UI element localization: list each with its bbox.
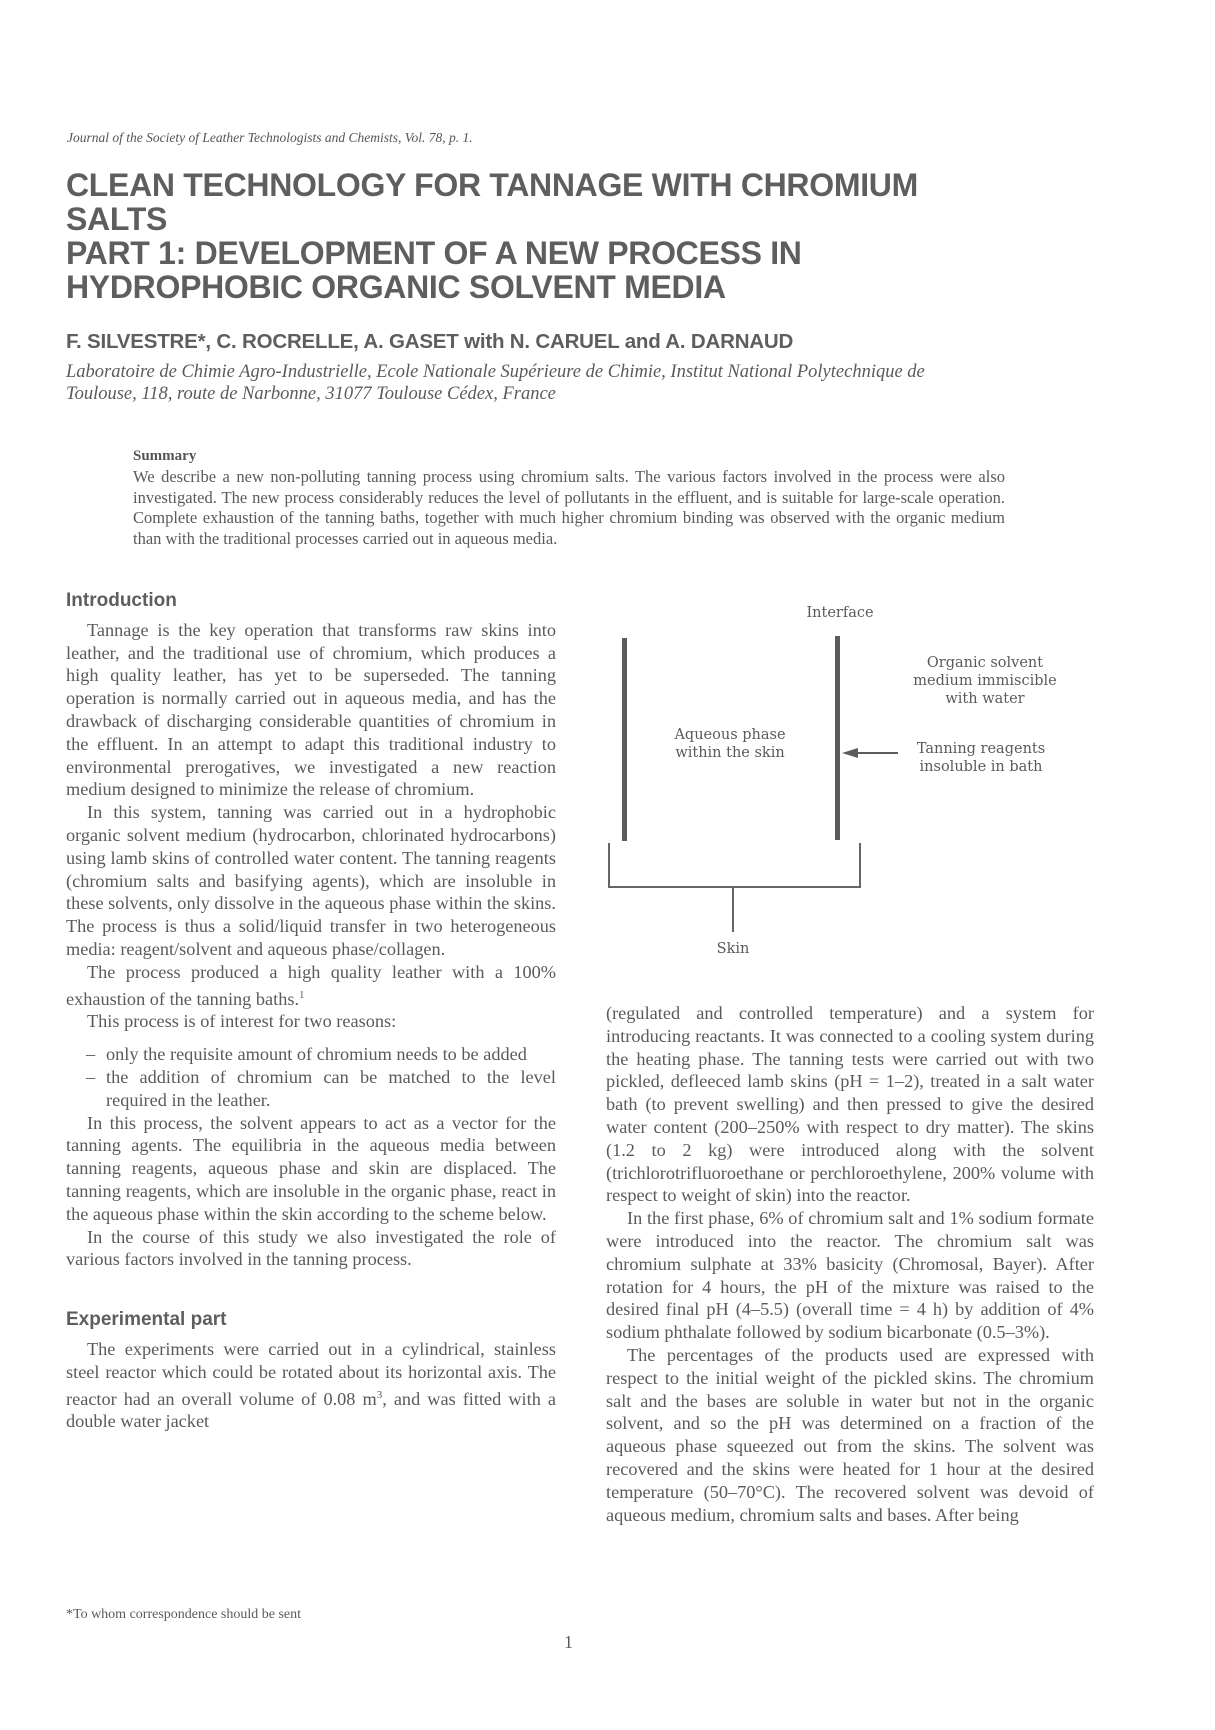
label-line: within the skin <box>675 745 785 761</box>
paragraph: In this system, tanning was carried out in a hydrophobic organic solvent medium (hydrocarbon, chlorinated hydrocarbons) using lamb skins of controlled water content. The tanning reagents (chromium salts and basifying agents), which are insoluble in these solvents, only dissolve in the aqueous phase within the skins. The process is thus a solid/liquid transfer in two heterogeneous media: reagent/solvent and aqueous phase/collagen. <box>66 802 556 959</box>
paragraph <box>66 1338 556 1433</box>
superscript: 3 <box>376 1388 383 1401</box>
right-column <box>606 1002 1094 1526</box>
summary-heading: Summary <box>133 448 197 464</box>
skin-label: Skin <box>716 941 750 957</box>
affiliation <box>66 361 1056 405</box>
footnote-ref: 1 <box>299 988 305 1001</box>
introduction-heading: Introduction <box>66 590 177 611</box>
interface-label: Interface <box>806 605 874 621</box>
paragraph: In this process, the solvent appears to act as a vector for the tanning agents. The equilibria in the aqueous media between tanning reagents, aqueous phase and skin are displaced. The tanning reagents, which are insoluble in the organic phase, react in the aqueous phase within the skin according to the scheme below. <box>66 1112 556 1224</box>
paragraph: This process is of interest for two reasons: <box>87 1011 397 1032</box>
organic-solvent-label <box>890 654 1080 708</box>
summary-text: We describe a new non-polluting tanning process using chromium salts. The various factors involved in the process were also investigated. The new process considerably reduces the level of pollutants in the effluent, and is suitable for large-scale operation. Complete exhaustion of the tanning baths, together with much higher chromium binding was observed with the organic medium than with the traditional processes carried out in aqueous media. <box>133 467 1005 549</box>
aqueous-phase-label <box>640 726 820 762</box>
paragraph: The percentages of the products used are expressed with respect to the initial weight of the pickled skins. The chromium salt and the bases are soluble in water but not in the organic solvent, and so the pH was determined on a fraction of the aqueous phase squeezed out from the skins. The solvent was recovered and the skins were heated for 1 hour at the desired temperature (50–70°C). The recovered solvent was devoid of aqueous medium, chromium salts and bases. After being <box>606 1344 1094 1525</box>
affiliation-line: Laboratoire de Chimie Agro-Industrielle, Ecole Nationale Supérieure de Chimie, Institut National Polytechnique de <box>66 362 925 382</box>
paragraph: (regulated and controlled temperature) and a system for introducing reactants. It was connected to a cooling system during the heating phase. The tanning tests were carried out with two pickled, defleeced lamb skins (pH = 1–2), treated in a salt water bath (to prevent swelling) and then pressed to give the desired water content (200–250% with respect to dry matter). The skins (1.2 to 2 kg) were introduced along with the solvent (trichlorotrifluoroethane or perchloroethylene, 200% volume with respect to weight of skin) into the reactor. <box>606 1003 1094 1206</box>
bracket-right <box>859 843 861 888</box>
paragraph: Tannage is the key operation that transforms raw skins into leather, and the traditional use of chromium, which produces a high quality leather, has yet to be superseded. The tanning operation is normally carried out in aqueous media, and has the drawback of discharging considerable quantities of chromium in the effluent. In an attempt to adapt this traditional industry to environmental prerogatives, we investigated a new reaction medium designed to minimize the release of chromium. <box>66 619 556 800</box>
tanning-reagents-label <box>896 740 1066 776</box>
paragraph: In the course of this study we also investigated the role of various factors involved in the tanning process. <box>66 1226 556 1270</box>
bracket-left <box>608 843 610 888</box>
phase-diagram <box>560 590 1120 970</box>
list-item: – the addition of chromium can be matched to the level required in the leather. <box>86 1066 556 1112</box>
label-line: medium immiscible <box>913 673 1057 689</box>
authors: F. SILVESTRE*, C. ROCRELLE, A. GASET with N. CARUEL and A. DARNAUD <box>66 330 794 353</box>
interface-boundary <box>835 636 840 840</box>
reasons-list <box>66 1043 556 1111</box>
paragraph: In the first phase, 6% of chromium salt and 1% sodium formate were introduced into the reactor. The chromium salt was chromium sulphate at 33% basicity (Chromosal, Bayer). After rotation for 4 hours, the pH of the mixture was raised to the desired final pH (4–5.5) (overall time = 4 h) by addition of 4% sodium phthalate followed by sodium bicarbonate (0.5–3%). <box>606 1208 1094 1343</box>
paragraph-text: The experiments were carried out in a cylindrical, stainless steel reactor which could be rotated about its horizontal axis. The reactor had an overall volume of 0.08 m <box>66 1339 556 1409</box>
skin-left-boundary <box>622 638 627 841</box>
left-column <box>66 590 556 1433</box>
title-line: CLEAN TECHNOLOGY FOR TANNAGE WITH CHROMIUM <box>66 167 918 203</box>
label-line: insoluble in bath <box>919 759 1043 775</box>
list-item: – only the requisite amount of chromium needs to be added <box>86 1043 556 1066</box>
label-line: with water <box>945 691 1025 707</box>
experimental-heading: Experimental part <box>66 1309 227 1331</box>
affiliation-line: Toulouse, 118, route de Narbonne, 31077 Toulouse Cédex, France <box>66 384 556 404</box>
title-line: SALTS <box>66 201 168 237</box>
bracket-stem <box>732 888 734 932</box>
journal-citation: Journal of the Society of Leather Technologists and Chemists, Vol. 78, p. 1. <box>67 130 473 145</box>
article-title <box>66 168 1026 304</box>
title-line: PART 1: DEVELOPMENT OF A NEW PROCESS IN <box>66 235 802 271</box>
left-arrow-icon <box>840 745 900 761</box>
label-line: Organic solvent <box>926 655 1044 671</box>
page-number: 1 <box>564 1632 573 1652</box>
paragraph-text: , and was fitted with a double water jacket <box>66 1388 556 1432</box>
label-line: Aqueous phase <box>674 727 786 743</box>
title-line: HYDROPHOBIC ORGANIC SOLVENT MEDIA <box>66 269 726 305</box>
correspondence-footnote: *To whom correspondence should be sent <box>66 1607 302 1622</box>
paragraph <box>66 961 556 1011</box>
bracket-bottom <box>608 886 861 888</box>
paragraph-text: The process produced a high quality leather with a 100% exhaustion of the tanning baths. <box>66 961 556 1009</box>
label-line: Tanning reagents <box>916 741 1046 757</box>
